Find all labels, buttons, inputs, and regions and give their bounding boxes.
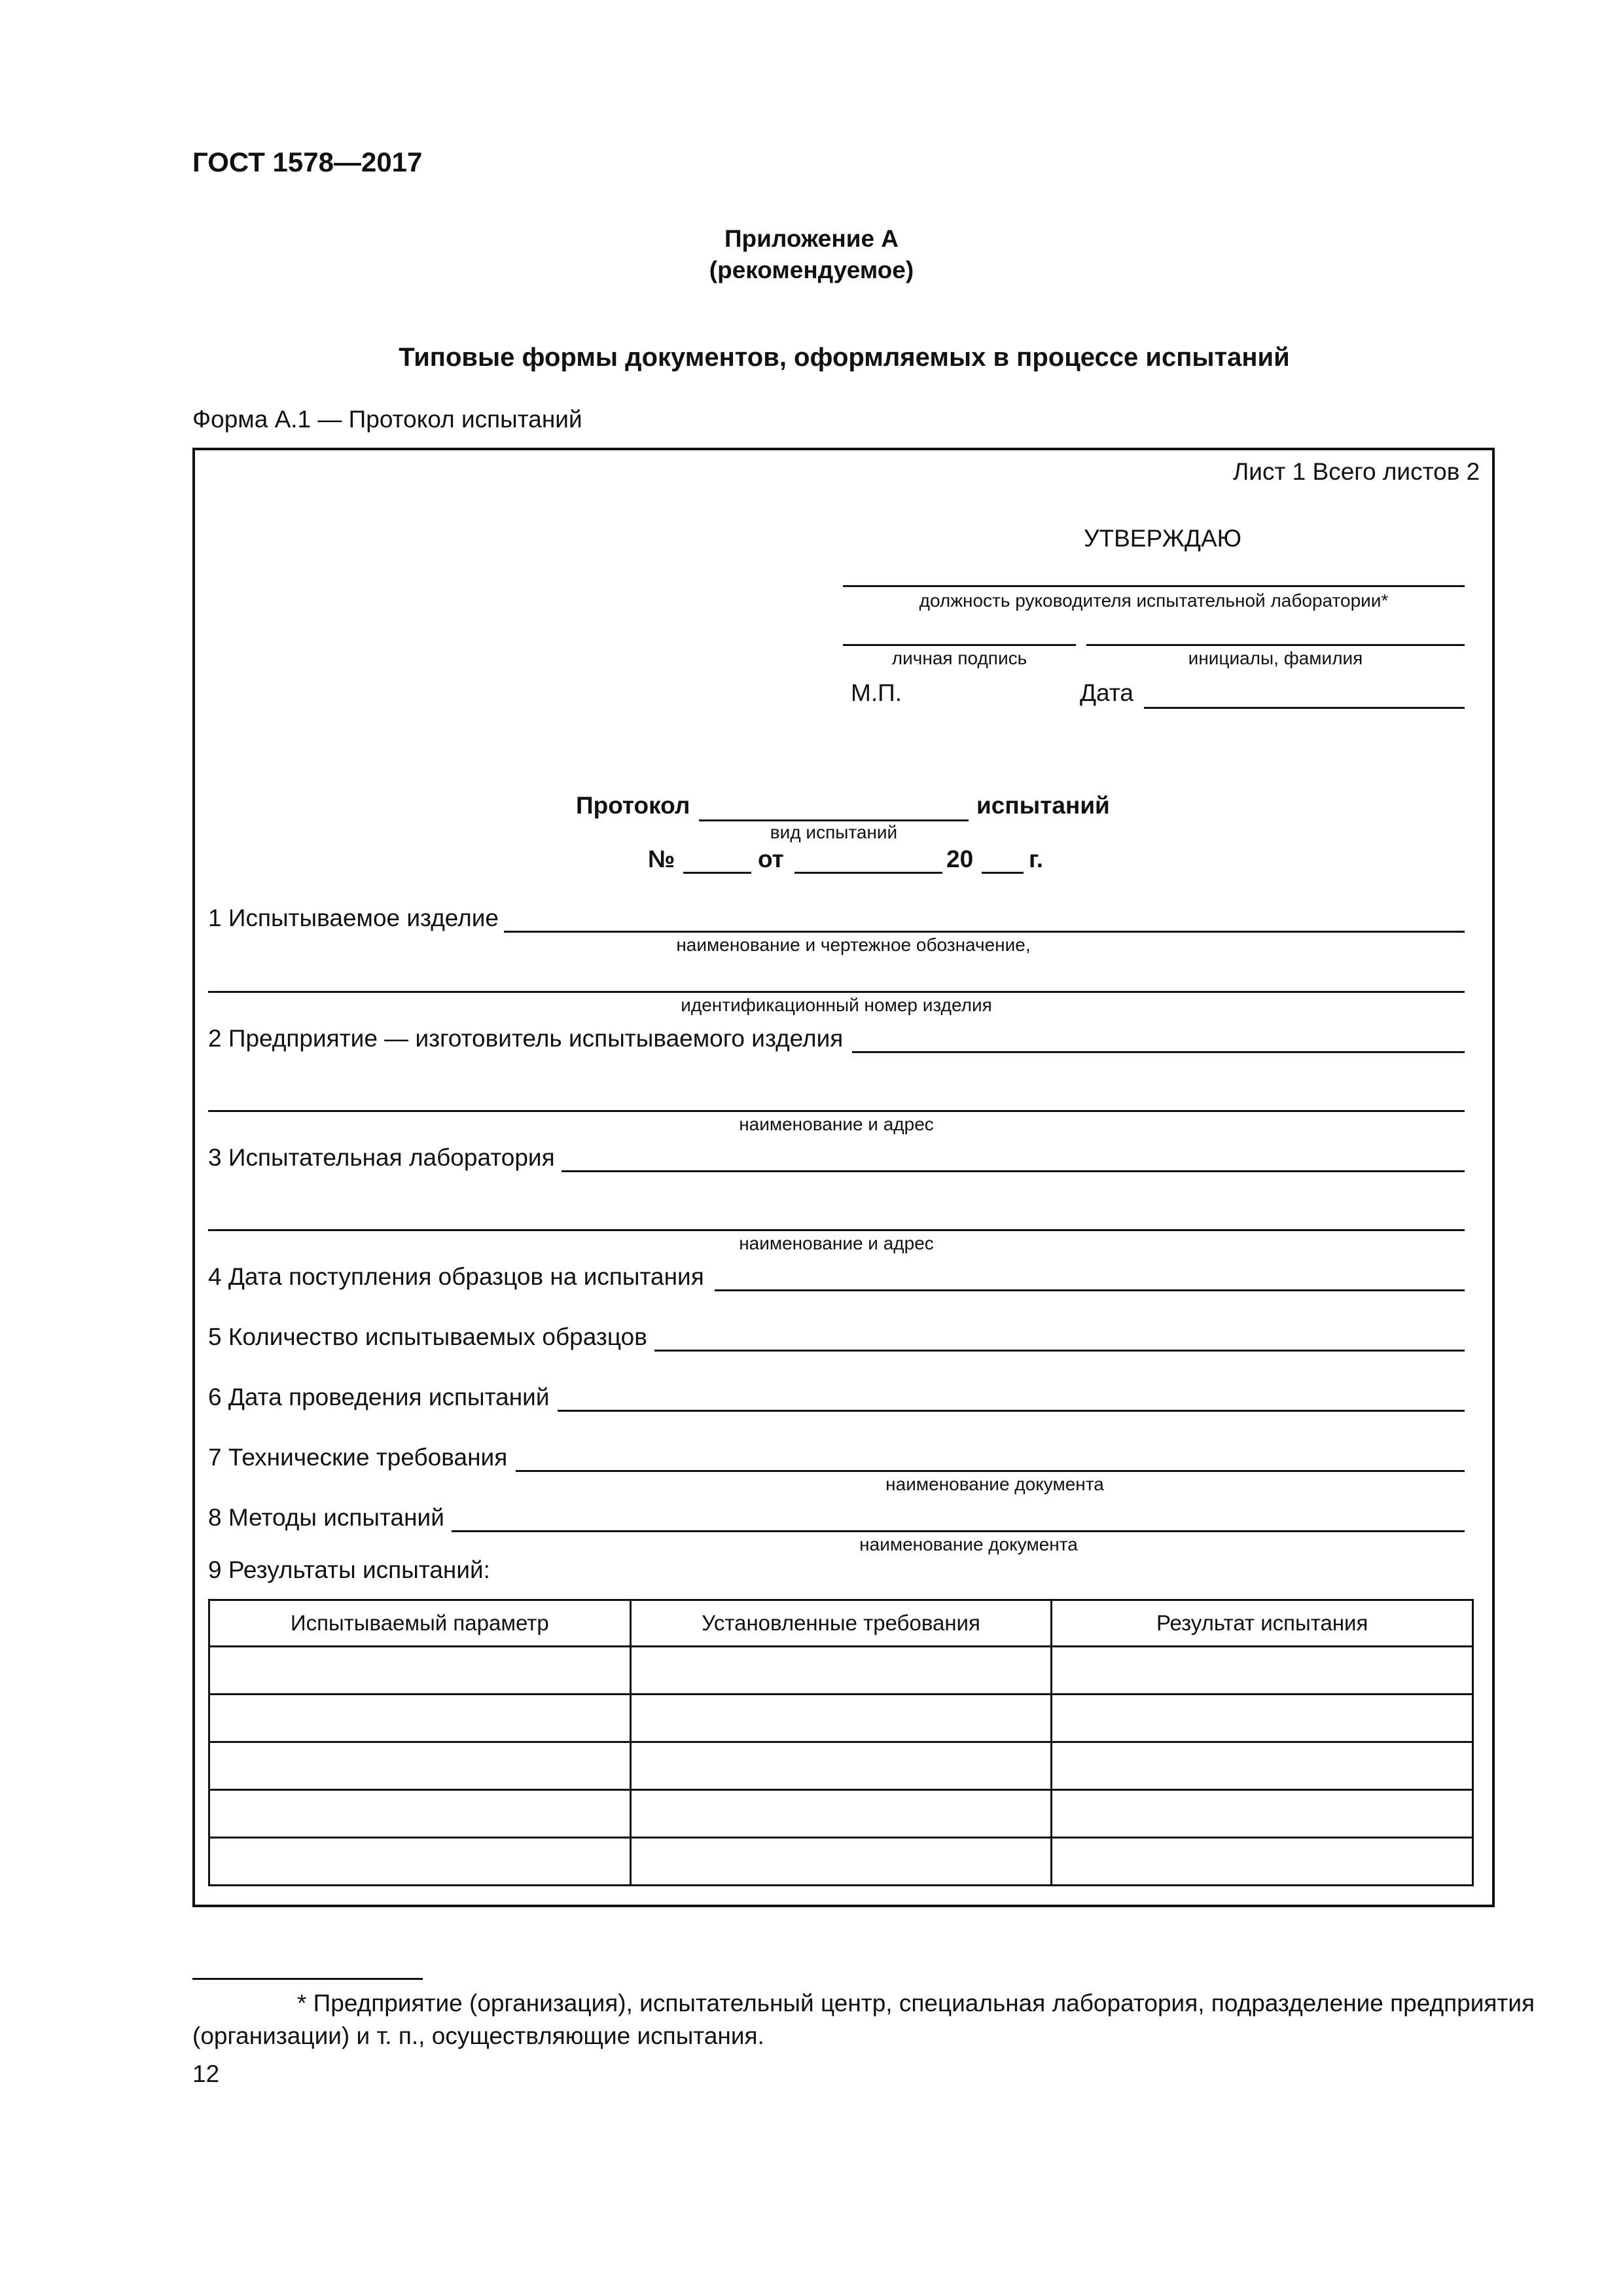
date-label: Дата: [1080, 679, 1133, 706]
table-cell[interactable]: [630, 1742, 1052, 1790]
methods-caption: наименование документа: [859, 1534, 1078, 1554]
initials-caption: инициалы, фамилия: [1188, 648, 1363, 668]
column-header-result: Результат испытания: [1052, 1600, 1473, 1647]
test-date-line[interactable]: [558, 1410, 1465, 1412]
table-cell[interactable]: [209, 1695, 631, 1742]
item-caption-2: идентификационный номер изделия: [681, 995, 992, 1015]
protocol-word: Протокол: [576, 792, 690, 819]
table-row: [209, 1695, 1473, 1742]
methods-label: 8 Методы испытаний: [208, 1504, 444, 1531]
requirements-caption: наименование документа: [885, 1474, 1104, 1494]
lab-line[interactable]: [562, 1170, 1465, 1172]
page-number: 12: [192, 2060, 220, 2087]
table-row: [209, 1838, 1473, 1886]
column-header-parameter: Испытываемый параметр: [209, 1600, 631, 1647]
stamp-label: М.П.: [851, 679, 902, 706]
manufacturer-label: 2 Предприятие — изготовитель испытываемого изделия: [208, 1025, 844, 1052]
item-line[interactable]: [504, 931, 1465, 933]
table-cell[interactable]: [1052, 1742, 1473, 1790]
table-cell[interactable]: [209, 1790, 631, 1838]
table-cell[interactable]: [630, 1790, 1052, 1838]
lab-caption: наименование и адрес: [739, 1233, 934, 1253]
table-cell[interactable]: [209, 1742, 631, 1790]
lab-label: 3 Испытательная лаборатория: [208, 1144, 555, 1171]
footnote-line-1: * Предприятие (организация), испытательный центр, специальная лаборатория, подразделение предприятия: [297, 1990, 1535, 2017]
results-table: [208, 1599, 1474, 1886]
table-cell[interactable]: [209, 1838, 631, 1886]
results-label: 9 Результаты испытаний:: [208, 1556, 490, 1583]
methods-line[interactable]: [452, 1530, 1465, 1532]
test-type-line[interactable]: [699, 819, 969, 821]
requirements-line[interactable]: [516, 1470, 1465, 1472]
table-cell[interactable]: [209, 1647, 631, 1695]
protocol-date-line[interactable]: [794, 872, 942, 874]
appendix-title: Приложение А: [724, 225, 899, 252]
year-suffix: г.: [1029, 846, 1043, 872]
appendix-subtitle: (рекомендуемое): [709, 257, 914, 283]
number-line[interactable]: [683, 872, 751, 874]
quantity-line[interactable]: [654, 1350, 1465, 1352]
footnote-line-2: (организации) и т. п., осуществляющие испытания.: [192, 2022, 764, 2049]
position-caption: должность руководителя испытательной лаборатории*: [919, 590, 1389, 611]
table-cell[interactable]: [1052, 1838, 1473, 1886]
from-word: от: [758, 846, 784, 872]
signature-caption: личная подпись: [891, 648, 1027, 668]
tests-word: испытаний: [976, 792, 1110, 819]
manufacturer-line-2[interactable]: [208, 1110, 1465, 1112]
quantity-label: 5 Количество испытываемых образцов: [208, 1323, 647, 1350]
table-row: [209, 1742, 1473, 1790]
table-cell[interactable]: [630, 1838, 1052, 1886]
column-header-requirements: Установленные требования: [630, 1600, 1052, 1647]
footnote-rule: [192, 1978, 423, 1980]
position-line[interactable]: [843, 585, 1465, 587]
form-caption: Форма А.1 — Протокол испытаний: [192, 406, 582, 433]
table-header-row: [209, 1600, 1473, 1647]
table-cell[interactable]: [1052, 1790, 1473, 1838]
number-sign: №: [648, 846, 675, 872]
table-cell[interactable]: [630, 1695, 1052, 1742]
item-label: 1 Испытываемое изделие: [208, 905, 499, 931]
table-row: [209, 1647, 1473, 1695]
approve-label: УТВЕРЖДАЮ: [1084, 525, 1242, 552]
manufacturer-caption: наименование и адрес: [739, 1114, 934, 1134]
receipt-date-label: 4 Дата поступления образцов на испытания: [208, 1263, 704, 1290]
document-code: ГОСТ 1578—2017: [192, 147, 423, 177]
receipt-date-line[interactable]: [715, 1289, 1465, 1291]
lab-line-2[interactable]: [208, 1229, 1465, 1231]
item-line-2[interactable]: [208, 991, 1465, 993]
page-title: Типовые формы документов, оформляемых в процессе испытаний: [399, 343, 1290, 372]
item-caption: наименование и чертежное обозначение,: [676, 935, 1031, 955]
test-date-label: 6 Дата проведения испытаний: [208, 1384, 550, 1410]
year-line[interactable]: [982, 872, 1024, 874]
signature-line[interactable]: [843, 644, 1076, 646]
table-row: [209, 1790, 1473, 1838]
date-line[interactable]: [1144, 707, 1465, 709]
initials-line[interactable]: [1086, 644, 1465, 646]
sheet-info: Лист 1 Всего листов 2: [1233, 458, 1480, 485]
table-cell[interactable]: [1052, 1695, 1473, 1742]
table-cell[interactable]: [1052, 1647, 1473, 1695]
year-prefix: 20: [946, 846, 974, 872]
manufacturer-line[interactable]: [852, 1051, 1465, 1053]
table-cell[interactable]: [630, 1647, 1052, 1695]
requirements-label: 7 Технические требования: [208, 1444, 508, 1471]
test-type-caption: вид испытаний: [770, 822, 898, 842]
